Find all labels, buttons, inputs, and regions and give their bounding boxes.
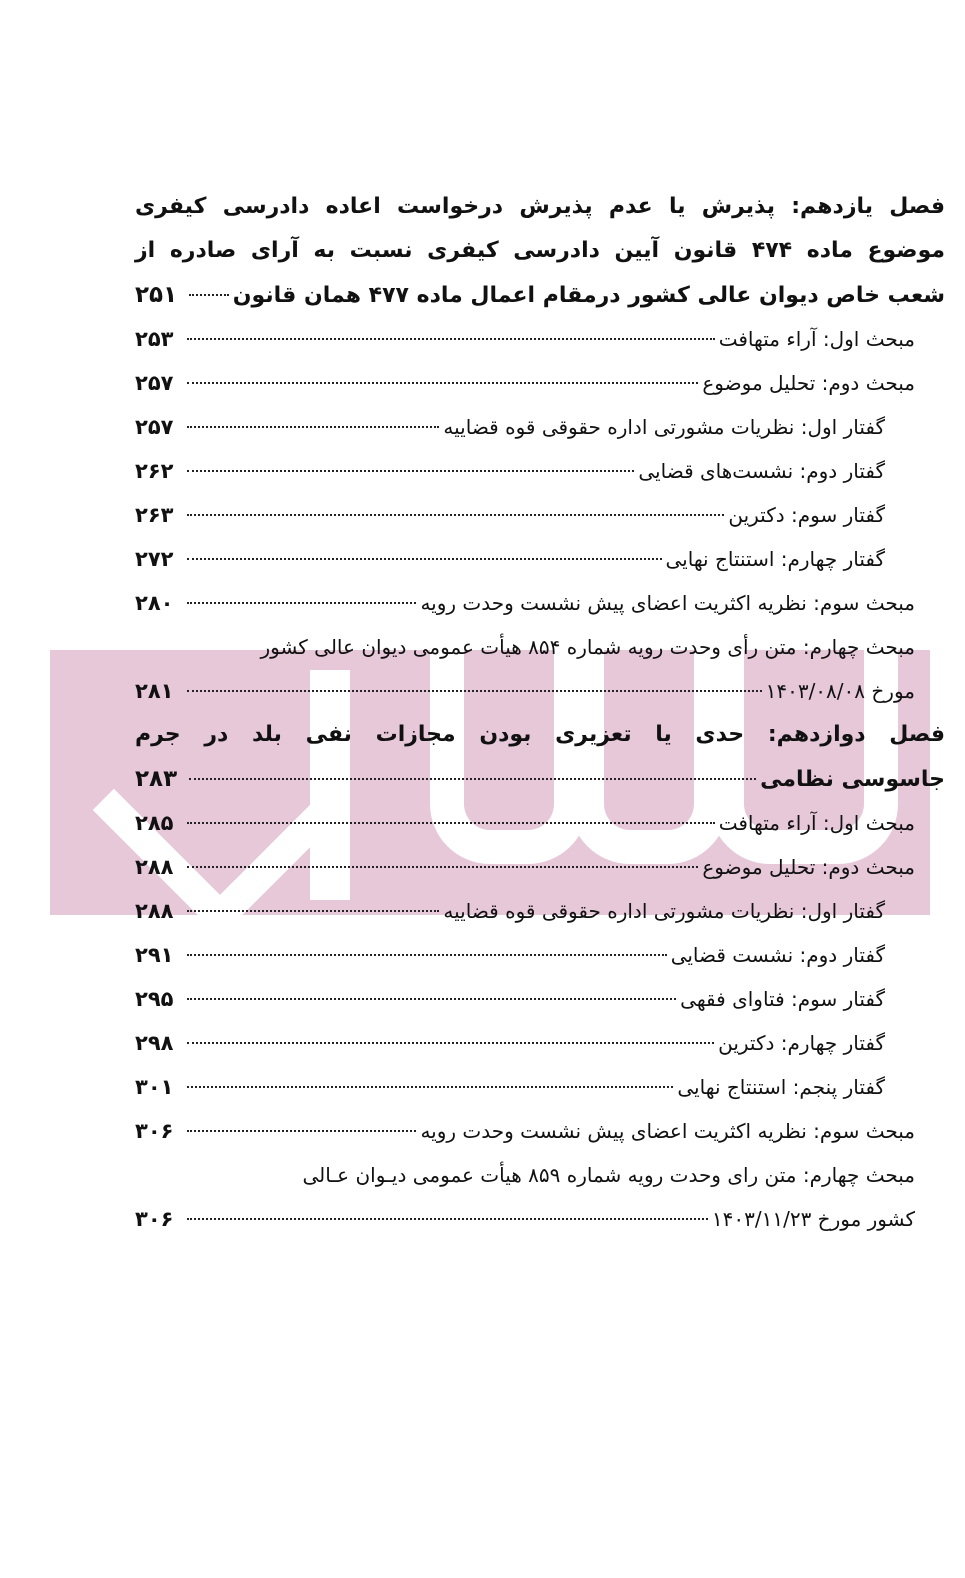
toc-entry-title: گفتار سوم: فتاوای فقهی [680, 987, 885, 1011]
toc-entry[interactable] [135, 1065, 945, 1109]
toc-entry[interactable] [135, 1021, 945, 1065]
toc-entry[interactable] [135, 537, 945, 581]
dot-leader [187, 1042, 714, 1044]
toc-entry-title: مبحث دوم: تحلیل موضوع [702, 371, 915, 395]
dot-leader [187, 514, 724, 516]
chapter-11-heading[interactable] [135, 185, 945, 317]
dot-leader [187, 470, 634, 472]
chapter-12-line-2 [135, 757, 945, 801]
toc-entry-page: ۲۸۸ [135, 899, 174, 923]
toc-entry-title: گفتار پنجم: استنتاج نهایی [677, 1075, 885, 1099]
toc-entry[interactable] [135, 801, 945, 845]
dot-leader [187, 426, 439, 428]
toc-entry-title: مبحث دوم: تحلیل موضوع [702, 855, 915, 879]
dot-leader [189, 294, 229, 296]
toc-entry-page: ۲۶۲ [135, 459, 174, 483]
dot-leader [187, 822, 715, 824]
toc-entry-title: گفتار دوم: نشست‌های قضایی [638, 459, 885, 483]
toc-entry-page: ۲۹۵ [135, 987, 174, 1011]
dot-leader [187, 558, 662, 560]
dot-leader [187, 602, 416, 604]
toc-entry-title: مبحث اول: آراء متهافت [718, 327, 915, 351]
chapter-11-line-3-text: شعب خاص دیوان عالی کشور درمقام اعمال ماده ۴۷۷ همان قانون [232, 283, 945, 308]
dot-leader [187, 690, 762, 692]
toc-entry-page: ۲۸۸ [135, 855, 174, 879]
dot-leader [187, 1130, 416, 1132]
toc-entry-title: گفتار سوم: دکترین [728, 503, 885, 527]
toc-entry-page: ۳۰۶ [135, 1119, 174, 1143]
table-of-contents [135, 185, 945, 1241]
dot-leader [187, 338, 715, 340]
toc-entry-page: ۲۸۵ [135, 811, 174, 835]
toc-entry-title: مورخ ۱۴۰۳/۰۸/۰۸ [765, 679, 915, 703]
toc-entry[interactable] [135, 933, 945, 977]
toc-entry-wrapped-title[interactable]: مبحث چهارم: متن رای وحدت رویه شماره ۸۵۹ هیأت عمومی دیـوان عـالی [302, 1163, 915, 1187]
dot-leader [187, 954, 667, 956]
toc-entry[interactable] [135, 1109, 945, 1153]
chapter-11-line-1: فصل یازدهم: پذیرش یا عدم پذیرش درخواست اعاده دادرسی کیفری [135, 194, 945, 219]
toc-entry-title: گفتار اول: نظریات مشورتی اداره حقوقی قوه قضاییه [443, 899, 885, 923]
toc-entry[interactable] [135, 1197, 945, 1241]
toc-entry-page: ۲۷۲ [135, 547, 174, 571]
chapter-12-heading[interactable] [135, 713, 945, 801]
toc-entry-title: گفتار چهارم: استنتاج نهایی [665, 547, 885, 571]
toc-entry-title: مبحث سوم: نظریه اکثریت اعضای پیش نشست وحدت رویه [420, 591, 915, 615]
chapter-12-line-2-text: جاسوسی نظامی [760, 767, 945, 792]
dot-leader [189, 778, 756, 780]
toc-entry-page: ۲۹۸ [135, 1031, 174, 1055]
chapter-12-page: ۲۸۳ [135, 766, 178, 792]
dot-leader [187, 382, 698, 384]
toc-entry[interactable] [135, 889, 945, 933]
toc-entry-title: گفتار دوم: نشست قضایی [670, 943, 885, 967]
toc-entry[interactable] [135, 361, 945, 405]
toc-entry-page: ۲۵۷ [135, 415, 174, 439]
chapter-11-line-2: موضوع ماده ۴۷۴ قانون آیین دادرسی کیفری نسبت به آرای صادره از [135, 238, 945, 263]
toc-entry-title: مبحث اول: آراء متهافت [718, 811, 915, 835]
toc-entry-page: ۲۵۳ [135, 327, 174, 351]
toc-entry[interactable] [135, 449, 945, 493]
toc-entry[interactable] [135, 977, 945, 1021]
toc-entry[interactable] [135, 405, 945, 449]
toc-entry-page: ۲۹۱ [135, 943, 174, 967]
toc-entry[interactable] [135, 493, 945, 537]
chapter-11-page: ۲۵۱ [135, 282, 178, 308]
toc-entry-page: ۲۵۷ [135, 371, 174, 395]
toc-entry-page: ۲۸۱ [135, 679, 174, 703]
dot-leader [187, 998, 676, 1000]
toc-entry-page: ۳۰۶ [135, 1207, 174, 1231]
toc-entry-title: گفتار چهارم: دکترین [718, 1031, 885, 1055]
toc-entry-page: ۲۸۰ [135, 591, 174, 615]
toc-entry-title: کشور مورخ ۱۴۰۳/۱۱/۲۳ [711, 1207, 915, 1231]
toc-entry[interactable] [135, 845, 945, 889]
chapter-11-line-3 [135, 273, 945, 317]
toc-entry-page: ۲۶۳ [135, 503, 174, 527]
toc-entry[interactable] [135, 317, 945, 361]
toc-entry-title: گفتار اول: نظریات مشورتی اداره حقوقی قوه قضاییه [443, 415, 885, 439]
dot-leader [187, 910, 439, 912]
toc-entry-page: ۳۰۱ [135, 1075, 174, 1099]
dot-leader [187, 1086, 673, 1088]
toc-entry[interactable] [135, 581, 945, 625]
toc-entry-wrapped-title[interactable]: مبحث چهارم: متن رأی وحدت رویه شماره ۸۵۴ هیأت عمومی دیوان عالی کشور [260, 635, 915, 659]
dot-leader [187, 1218, 708, 1220]
chapter-12-line-1: فصل دوازدهم: حدی یا تعزیری بودن مجازات نفی بلد در جرم [135, 722, 945, 747]
toc-entry[interactable] [135, 669, 945, 713]
dot-leader [187, 866, 698, 868]
toc-entry-title: مبحث سوم: نظریه اکثریت اعضای پیش نشست وحدت رویه [420, 1119, 915, 1143]
